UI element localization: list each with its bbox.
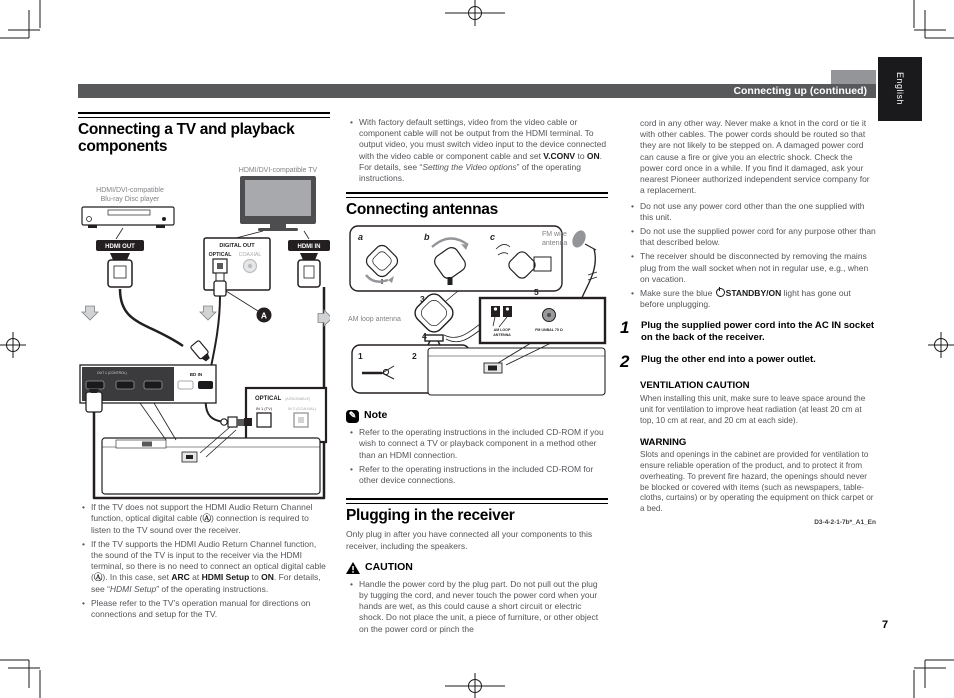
section-rule	[346, 192, 608, 198]
svg-text:antenna: antenna	[542, 240, 568, 248]
caution-bullets	[346, 579, 608, 635]
caution-continued: cord in any other way. Never make a knot in the cord or tie it with other cables. The power cords should be routed so that they are not likely to be stepped on. A damaged power cord can cause a fire or give you an electric shock. Check the power cord once in a while. If you find it damaged, ask your nearest Pioneer authorized independent service company for a replacement.	[640, 118, 870, 196]
bullet-item: • Do not use the supplied power cord for any purpose other than that described below.	[640, 226, 876, 248]
bullet-item: • Please refer to the TV’s operation manual for directions on connections and setup for the TV.	[91, 598, 330, 620]
svg-text:ANTENNA: ANTENNA	[493, 333, 511, 338]
optical-in2-label: IN 2 (COAXIAL)	[287, 406, 317, 412]
bullet-item: • Refer to the operating instructions in the included CD-ROM if you wish to connect a TV or playback component in a method other than an HDMI connection.	[359, 427, 608, 461]
bullet-item: • With factory default settings, video from the video cable or component cable will not be output from the HDMI terminal. To output video, you must switch video input to the device connected with the video cable or component cable and set V.CONV to ON. For details, see “Setting the Video options” of the operating instructions.	[359, 117, 608, 184]
num-5: 5	[534, 287, 539, 298]
power-bullets	[620, 201, 876, 311]
bullet-item: • If the TV does not support the HDMI Audio Return Channel function, optical digital cable (Ⓐ) connection is required to listen to the TV sound over the receiver.	[91, 502, 330, 536]
hdmi-in-label: HDMI IN	[297, 244, 321, 251]
column-middle	[346, 112, 608, 638]
section-rule	[346, 498, 608, 504]
section-title-antennas: Connecting antennas	[346, 201, 498, 219]
callout-a: A	[260, 310, 268, 321]
section-title-plugging: Plugging in the receiver	[346, 507, 515, 525]
num-3: 3	[420, 294, 425, 305]
step-text: Plug the other end into a power outlet.	[641, 354, 816, 366]
header-accent-box	[831, 70, 876, 84]
num-1: 1	[358, 351, 363, 362]
svg-text:Blu-ray Disc player: Blu-ray Disc player	[100, 196, 160, 204]
step-text: Plug the supplied power cord into the AC IN socket on the back of the receiver.	[641, 319, 875, 344]
ventilation-caution-text: When installing this unit, make sure to leave space around the unit for ventilation to improve heat radiation (at least 20 cm at top, 10 cm at rear, and 20 cm at each side).	[640, 394, 866, 425]
step-a-label: a	[358, 232, 364, 243]
language-tab	[878, 57, 922, 121]
bd-player-label: HDMI/DVI-compatible	[96, 187, 164, 195]
optical-in1-label: IN 1 (TV)	[255, 406, 273, 412]
fm-antenna-label: FM wire	[542, 231, 567, 239]
power-icon	[716, 288, 725, 297]
tv-label: HDMI/DVI-compatible TV	[238, 167, 318, 175]
optical-label: OPTICAL	[208, 252, 232, 259]
bullet-item: • Handle the power cord by the plug part. Do not pull out the plug by tugging the cord, and never touch the power cord when your hands are wet, as this could cause a short circuit or electric shock. Do not place the unit, a piece of furniture, or other object on the power cord or pinch the	[359, 579, 608, 635]
page-number: 7	[882, 619, 889, 631]
bullet-item: • The receiver should be disconnected by removing the mains plug from the wall socket when not in regular use, e.g., when on vacation.	[640, 251, 876, 285]
optical-panel-title: OPTICAL	[255, 396, 282, 403]
note-title: Note	[364, 409, 388, 422]
language-tab-label: English	[895, 72, 905, 106]
warning-text: Slots and openings in the cabinet are provided for ventilation to ensure reliable operation of the product, and to protect it from overheating. To prevent fire hazard, the openings should never be blocked or covered with items (such as newspapers, table-cloths, curtains) or by operating the equipment on thick carpet or a bed.	[640, 450, 874, 514]
receiver-out1-label: OUT 1 (CONTROL)	[97, 371, 127, 376]
bullet-item: • Refer to the operating instructions in the included CD-ROM for other device connections.	[359, 464, 608, 486]
note-bullets	[346, 427, 608, 486]
bullet-item: • If the TV supports the HDMI Audio Return Channel function, the sound of the TV is input to the receiver via the HDMI terminal, so there is no need to connect an optical digital cable (Ⓐ). In this case, set ARC at HDMI Setup to ON. For details, see “HDMI Setup” of the operating instructions.	[91, 539, 330, 595]
tv-connection-diagram	[78, 160, 330, 502]
header-title: Connecting up (continued)	[733, 85, 867, 97]
step-2	[620, 353, 876, 370]
am-antenna-label: AM loop antenna	[348, 316, 401, 324]
panel-fm-label: FM UNBAL 75 Ω	[535, 328, 563, 333]
step-1	[620, 319, 876, 346]
note-heading	[346, 409, 608, 423]
step-number: 2	[620, 352, 630, 372]
step-c-label: c	[490, 232, 496, 243]
doc-code: D3-4-2-1-7b*_A1_En	[814, 519, 876, 527]
optical-panel-sub: (ASSIGNABLE)	[285, 397, 311, 402]
ventilation-caution-title: VENTILATION CAUTION	[640, 380, 750, 392]
panel-am-label: AM LOOP	[493, 328, 511, 333]
column-right	[620, 112, 876, 528]
bullet-item: • Make sure the blue STANDBY/ON light has gone out before unplugging.	[640, 288, 876, 310]
antenna-diagram	[346, 223, 608, 400]
column-left	[78, 112, 330, 623]
section-title-connecting-tv: Connecting a TV and playback components	[78, 121, 295, 156]
coaxial-label: COAXIAL	[238, 252, 262, 259]
bullet-item: • Do not use any power cord other than the one supplied with this unit.	[640, 201, 876, 223]
caution-heading	[346, 561, 608, 575]
header-bar	[78, 84, 876, 98]
tv-section-bullets	[78, 502, 330, 620]
caution-icon	[346, 562, 360, 574]
caution-title: CAUTION	[365, 560, 413, 573]
bd-in-label: BD IN	[189, 372, 203, 378]
video-note-bullet	[346, 117, 608, 184]
hdmi-out-label: HDMI OUT	[105, 244, 135, 251]
plugging-intro: Only plug in after you have connected all your components to this receiver, including the speakers.	[346, 529, 593, 551]
step-b-label: b	[424, 232, 430, 243]
note-icon: ✎	[346, 410, 359, 423]
num-4: 4	[422, 331, 427, 342]
digital-out-label: DIGITAL OUT	[219, 243, 255, 250]
num-2: 2	[412, 351, 417, 362]
step-number: 1	[620, 317, 630, 337]
warning-title: WARNING	[640, 436, 687, 448]
section-rule	[78, 112, 330, 118]
